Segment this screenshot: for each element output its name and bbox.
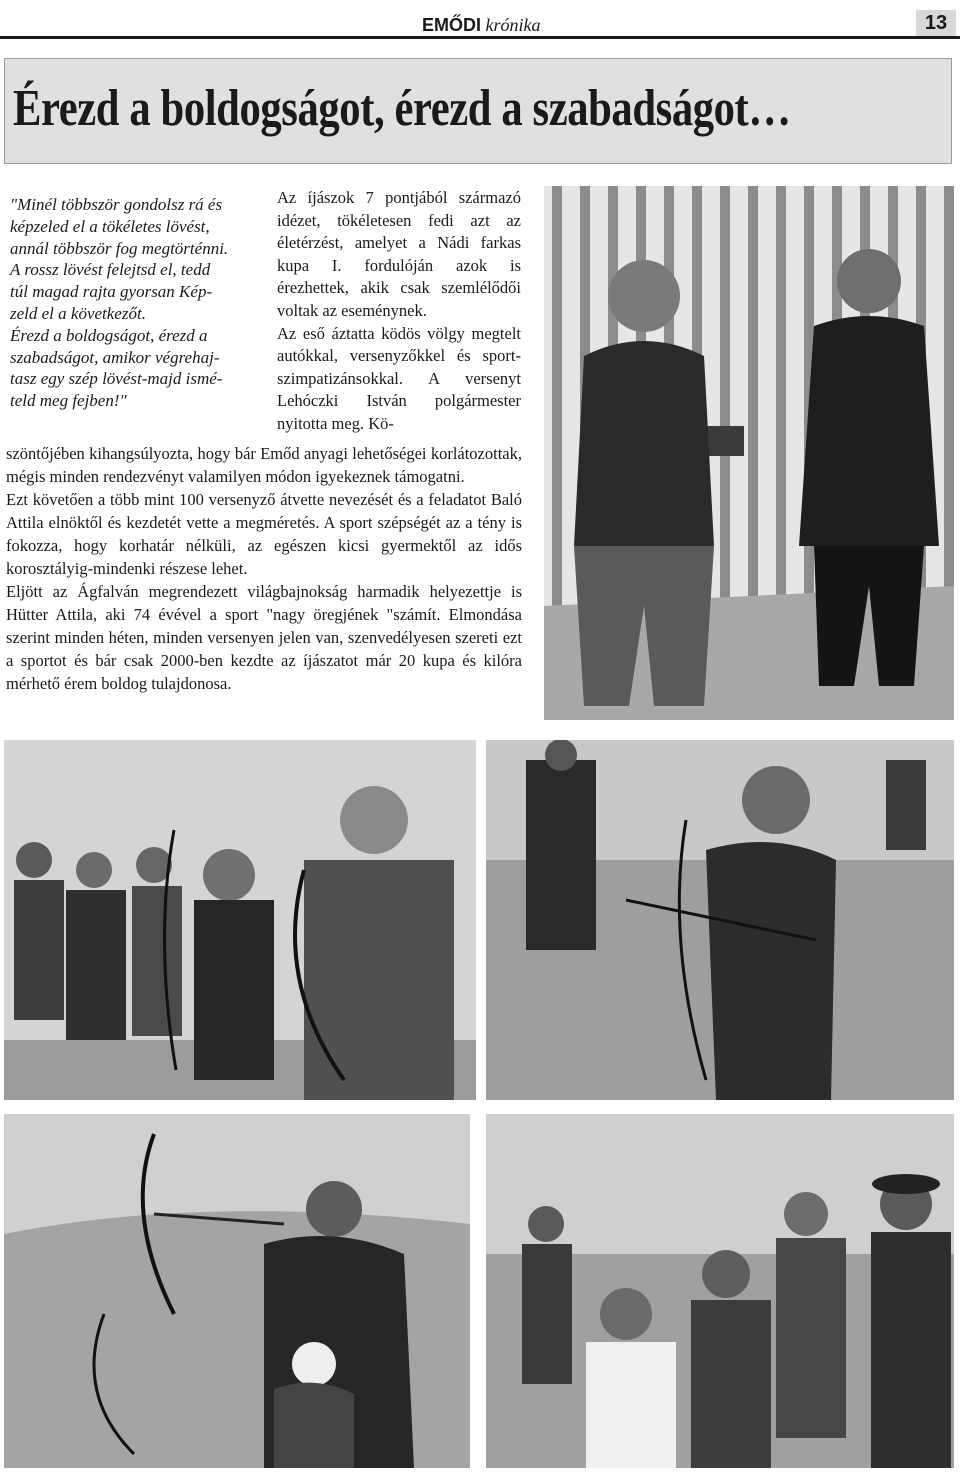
photo-spectators-image [486,1114,954,1468]
quote-line: zeld el a következőt. [10,303,146,323]
quote-line: A rossz lövést felejtsd el, tedd [10,260,211,280]
article-quote [10,194,260,412]
photo-officials-tent-image [544,186,954,720]
publication-subtitle: krónika [485,15,541,35]
quote-line: szabadságot, amikor végrehaj- [10,347,220,367]
header-rule [0,36,960,39]
quote-line: Érezd a boldogságot, érezd a [10,325,208,345]
page-header [0,10,960,40]
photo-spectators [486,1114,954,1468]
article-body [6,442,522,695]
quote-line: "Minél többször gondolsz rá és [10,195,223,214]
publication-masthead [416,14,547,36]
quote-line: annál többször fog megtörténni. [10,238,229,258]
intro-column [277,187,521,436]
photo-young-archer-image [486,740,954,1100]
body-paragraph: Eljött az Ágfalván megrendezett világbajnokság harmadik helyezettje is Hütter Attila, aki 74 évével a sport "nagy öregjének "számít. Elmondása szerint minden héten, minden versenyen jelen van, szenvedélyesen szereti ezt a sportot és bár csak 2000-ben kezdte az íjászatot már 20 kupa és kilóra mérhető érem boldog tulajdonosa. [6,582,522,693]
intro-paragraph: Az eső áztatta ködös völgy megtelt autókkal, versenyzőkkel és sport- szimpatizánsokkal. A versenyt Lehóczki István polgármester nyitotta meg. Kö- [277,323,521,433]
article-title: Érezd a boldogságot, érezd a szabadságot… [13,80,791,137]
photo-officials-tent [544,186,954,720]
body-paragraph: szöntőjében kihangsúlyozta, hogy bár Emőd anyagi lehetőségei korlátozottak, mégis minden rendezvényt valamilyen módon igyekeznek támogatni. [6,444,522,486]
quote-line: tasz egy szép lövést-majd ismé- [10,369,223,389]
quote-line: túl magad rajta gyorsan Kép- [10,282,213,302]
quote-line: képzeled el a tökéletes lövést, [10,216,210,236]
photo-archers-crowd-image [4,740,476,1100]
photo-archers-shooting-image [4,1114,470,1468]
photo-archers-shooting [4,1114,470,1468]
photo-young-archer [486,740,954,1100]
page-number: 13 [916,10,956,36]
photo-archers-crowd [4,740,476,1100]
quote-line: teld meg fejben!" [10,391,127,411]
intro-paragraph: Az íjászok 7 pontjából származó idézet, tökéletesen fedi azt az életérzést, amelyet a Nádi farkas kupa I. fordulóján azok is érezhettek, akik csak szemlélődői voltak az eseménynek. [277,188,521,320]
publication-name: EMŐDI [422,15,482,35]
body-paragraph: Ezt követően a több mint 100 versenyző átvette nevezését és a feladatot Baló Attila elnöktől és kezdetét vette a megméretés. A sport szépségét az a tény is fokozza, hogy korhatár nélküli, az egészen kicsi gyermektől az idős korosztályig-mindenki részese lehet. [6,490,522,578]
title-banner [4,58,952,164]
